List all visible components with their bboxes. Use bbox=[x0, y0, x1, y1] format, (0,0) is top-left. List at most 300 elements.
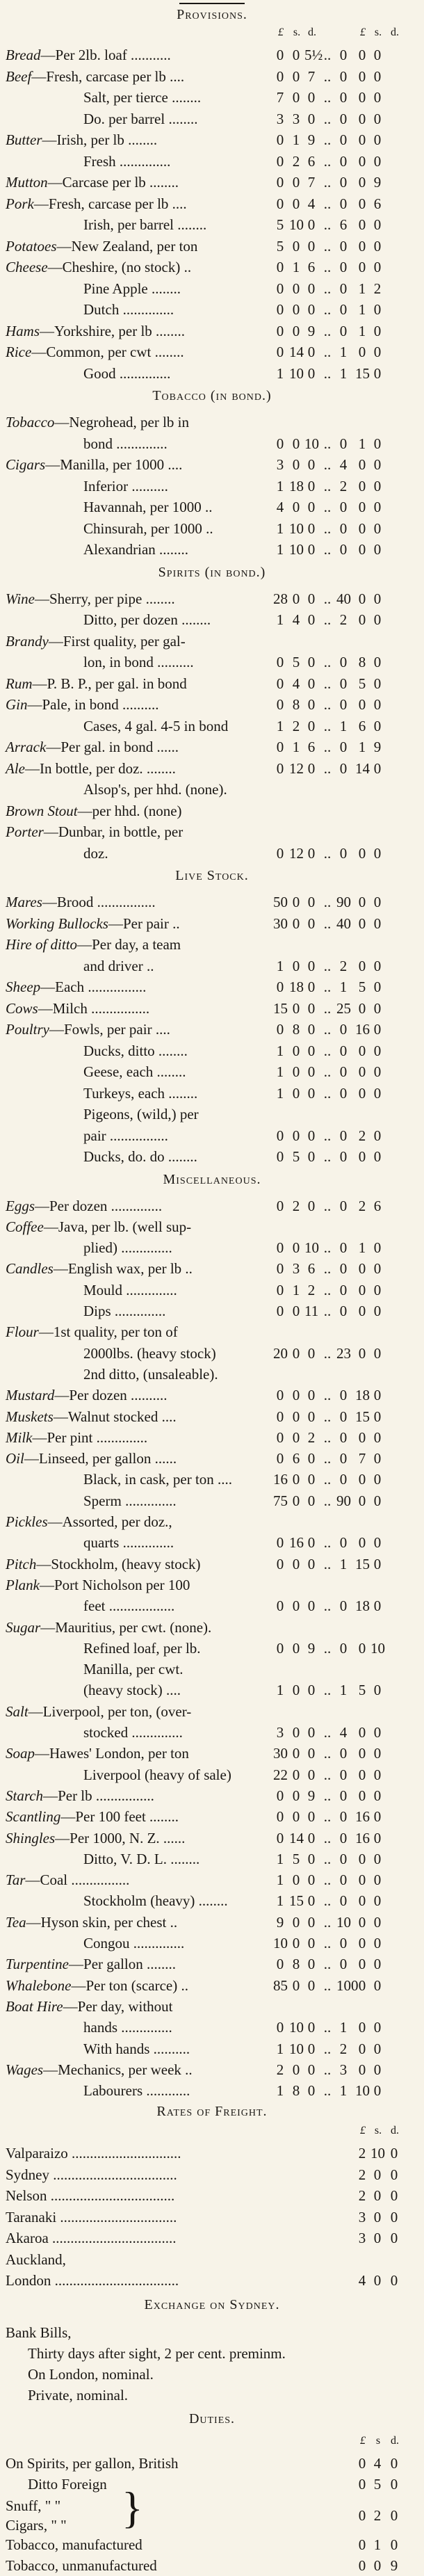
misc-row-30-label bbox=[6, 1828, 185, 1849]
tobacco-row-5-label bbox=[83, 518, 213, 539]
provisions-row-11-val-1: 0 bbox=[292, 280, 300, 297]
misc-row-5-val-0: 0 bbox=[276, 1303, 284, 1319]
misc-row-2-val-1: 0 bbox=[292, 1239, 300, 1257]
tobacco-row-3-val-2: 0 bbox=[307, 477, 316, 494]
misc-row-10-desc: —Walnut stocked .... bbox=[53, 1408, 177, 1425]
livestock-row-8-desc: Geese, each ........ bbox=[83, 1063, 186, 1080]
misc-row-24 bbox=[0, 1701, 424, 1722]
misc-row-19-label bbox=[83, 1595, 174, 1616]
freight-currency-2: d. bbox=[391, 2125, 399, 2137]
provisions-row-13 bbox=[0, 321, 424, 341]
freight-place-2: Nelson .................................. bbox=[6, 2187, 175, 2205]
misc-row-12-val-4: 0 bbox=[339, 1450, 348, 1467]
misc-row-39 bbox=[0, 2017, 424, 2038]
provisions-row-10-val-6: 0 bbox=[373, 259, 382, 275]
spirits-row-6 bbox=[0, 716, 424, 736]
misc-row-42-val-1: 8 bbox=[292, 2082, 300, 2100]
misc-row-4-desc: Mould .............. bbox=[83, 1281, 177, 1298]
misc-row-35-val-1: 0 bbox=[292, 1935, 300, 1951]
misc-row-2-val-2: 10 bbox=[304, 1239, 319, 1257]
misc-row-27-val-5: 0 bbox=[358, 1766, 366, 1783]
misc-row-11-val-1: 0 bbox=[292, 1428, 300, 1446]
provisions-row-11-val-3: .. bbox=[323, 280, 332, 297]
misc-row-7-val-5: 0 bbox=[358, 1344, 366, 1362]
exchange-text-0: Bank Bills, bbox=[6, 2324, 72, 2341]
misc-row-30-val-4: 0 bbox=[339, 1829, 348, 1846]
livestock-row-9-val-0: 1 bbox=[276, 1084, 284, 1102]
livestock-row-9-desc: Turkeys, each ........ bbox=[83, 1084, 198, 1102]
provisions-row-10-val-0: 0 bbox=[276, 259, 284, 275]
misc-row-35-val-6: 0 bbox=[373, 1935, 382, 1951]
provisions-row-13-label bbox=[6, 321, 185, 341]
misc-row-38-desc: —Per day, without bbox=[63, 1997, 173, 2015]
provisions-row-2-desc: Salt, per tierce ........ bbox=[83, 89, 202, 106]
misc-row-28-val-1: 0 bbox=[292, 1787, 300, 1804]
misc-row-41-label bbox=[6, 2059, 193, 2080]
livestock-row-8-label bbox=[83, 1061, 186, 1082]
freight-val-3-1: 0 bbox=[373, 2208, 382, 2225]
spirits-row-7-desc: —Per gal. in bond ...... bbox=[46, 739, 179, 755]
duties-val-0-1: 4 bbox=[373, 2454, 382, 2472]
misc-row-23-val-5: 5 bbox=[358, 1682, 366, 1699]
misc-row-41-val-5: 0 bbox=[358, 2061, 366, 2078]
spirits-row-8-item-name: Ale bbox=[6, 759, 25, 777]
duties-desc-0: On Spirits, per gallon, British bbox=[6, 2454, 179, 2472]
provisions-row-6-item-name: Mutton bbox=[6, 174, 48, 191]
livestock-row-3-val-3: .. bbox=[323, 957, 332, 974]
livestock-row-5-val-0: 15 bbox=[273, 999, 288, 1017]
tobacco-row-2-val-5: 0 bbox=[358, 456, 366, 473]
spirits-row-12-val-5: 0 bbox=[358, 844, 366, 862]
misc-row-8-desc: 2nd ditto, (unsaleable). bbox=[83, 1365, 218, 1383]
misc-row-25-val-1: 0 bbox=[292, 1724, 300, 1741]
spirits-row-8-val-3: .. bbox=[323, 759, 332, 777]
misc-row-35-val-3: .. bbox=[323, 1935, 332, 1951]
misc-row-29-desc: —Per 100 feet ........ bbox=[60, 1808, 179, 1826]
misc-row-0-val-3: .. bbox=[323, 1197, 332, 1214]
misc-row-3-val-1: 3 bbox=[292, 1260, 300, 1278]
spirits-row-3-val-3: .. bbox=[323, 654, 332, 670]
provisions-row-0-desc: —Per 2lb. loaf ........... bbox=[40, 47, 171, 63]
misc-row-6-label bbox=[6, 1321, 178, 1342]
livestock-row-5-val-5: 0 bbox=[358, 999, 366, 1017]
provisions-row-0-val-6: 0 bbox=[373, 47, 382, 63]
freight-val-6-0: 4 bbox=[358, 2272, 366, 2289]
misc-row-27-val-3: .. bbox=[323, 1766, 332, 1783]
livestock-row-6-val-2: 0 bbox=[307, 1021, 316, 1038]
provisions-row-5-val-6: 0 bbox=[373, 152, 382, 170]
misc-row-6-item-name: Flour bbox=[6, 1323, 39, 1341]
misc-row-14-val-1: 0 bbox=[292, 1492, 300, 1509]
misc-row-11-val-4: 0 bbox=[339, 1428, 348, 1446]
misc-row-10-val-6: 0 bbox=[373, 1408, 382, 1425]
misc-row-31-val-6: 0 bbox=[373, 1850, 382, 1867]
misc-row-3-val-5: 0 bbox=[358, 1260, 366, 1278]
misc-row-41-val-4: 3 bbox=[339, 2061, 348, 2078]
provisions-row-2-val-3: .. bbox=[323, 89, 332, 106]
misc-row-3-val-6: 0 bbox=[373, 1260, 382, 1278]
spirits-row-10-desc: —per hhd. (none) bbox=[77, 802, 182, 819]
spirits-row-7-val-4: 0 bbox=[339, 739, 348, 755]
misc-row-11-val-3: .. bbox=[323, 1428, 332, 1446]
misc-row-36-label bbox=[6, 1954, 176, 1974]
tobacco-row-4-desc: Havannah, per 1000 .. bbox=[83, 499, 213, 515]
tobacco-row-6-val-1: 10 bbox=[289, 541, 304, 558]
spirits-row-12-val-3: .. bbox=[323, 844, 332, 862]
livestock-row-8 bbox=[0, 1061, 424, 1082]
misc-row-20 bbox=[0, 1617, 424, 1638]
livestock-row-9-val-2: 0 bbox=[307, 1084, 316, 1102]
livestock-row-7-val-4: 0 bbox=[339, 1042, 348, 1059]
spirits-row-1-val-6: 0 bbox=[373, 611, 382, 628]
spirits-row-3-val-0: 0 bbox=[276, 654, 284, 670]
misc-row-28-item-name: Starch bbox=[6, 1787, 44, 1804]
misc-row-11-label bbox=[6, 1427, 147, 1448]
provisions-row-6 bbox=[0, 172, 424, 193]
freight-row-1 bbox=[0, 2164, 424, 2185]
misc-row-34-val-4: 10 bbox=[336, 1913, 351, 1931]
misc-row-25 bbox=[0, 1722, 424, 1743]
spirits-row-4-val-2: 0 bbox=[307, 675, 316, 692]
livestock-row-12-val-6: 0 bbox=[373, 1148, 382, 1165]
misc-row-0-item-name: Eggs bbox=[6, 1197, 35, 1214]
misc-row-31-val-1: 5 bbox=[292, 1850, 300, 1867]
livestock-row-6-val-6: 0 bbox=[373, 1021, 382, 1038]
misc-row-37-val-5: 0 bbox=[358, 1977, 366, 1994]
provisions-row-14-item-name: Rice bbox=[6, 344, 32, 360]
provisions-row-11 bbox=[0, 278, 424, 299]
misc-row-12-val-2: 0 bbox=[307, 1450, 316, 1467]
misc-row-27-val-1: 0 bbox=[292, 1766, 300, 1783]
tobacco-row-3-val-5: 0 bbox=[358, 477, 366, 494]
livestock-row-4-label bbox=[6, 976, 146, 997]
misc-row-12-item-name: Oil bbox=[6, 1450, 24, 1467]
livestock-row-3-val-5: 0 bbox=[358, 957, 366, 974]
spirits-row-0-val-5: 0 bbox=[358, 590, 366, 607]
misc-row-24-desc: —Liverpool, per ton, (over- bbox=[28, 1702, 192, 1720]
tobacco-row-5-val-6: 0 bbox=[373, 520, 382, 537]
misc-row-23-val-4: 1 bbox=[339, 1682, 348, 1699]
misc-row-20-item-name: Sugar bbox=[6, 1618, 41, 1636]
misc-row-5 bbox=[0, 1301, 424, 1321]
provisions-row-13-item-name: Hams bbox=[6, 322, 40, 339]
misc-row-21 bbox=[0, 1638, 424, 1659]
tobacco-row-5-val-2: 0 bbox=[307, 520, 316, 537]
misc-row-29-label bbox=[6, 1806, 179, 1827]
livestock-row-0-val-2: 0 bbox=[307, 894, 316, 910]
provisions-row-12-val-1: 0 bbox=[292, 301, 300, 318]
misc-row-21-val-1: 0 bbox=[292, 1639, 300, 1657]
misc-row-16-desc: quarts .............. bbox=[83, 1534, 174, 1552]
misc-row-27-val-6: 0 bbox=[373, 1766, 382, 1783]
provisions-row-10-val-3: .. bbox=[323, 259, 332, 275]
spirits-row-0-val-2: 0 bbox=[307, 590, 316, 607]
provisions-row-10-item-name: Cheese bbox=[6, 259, 48, 275]
spirits-row-1-val-3: .. bbox=[323, 611, 332, 628]
spirits-row-1-val-5: 0 bbox=[358, 611, 366, 628]
provisions-row-15 bbox=[0, 363, 424, 384]
misc-row-29-val-0: 0 bbox=[276, 1808, 284, 1826]
heading-miscellaneous: Miscellaneous. bbox=[163, 1171, 261, 1187]
misc-row-11-val-0: 0 bbox=[276, 1428, 284, 1446]
misc-row-0-label bbox=[6, 1196, 162, 1216]
spirits-row-6-label bbox=[83, 716, 228, 736]
misc-row-36-val-5: 0 bbox=[358, 1956, 366, 1973]
livestock-row-9-val-5: 0 bbox=[358, 1084, 366, 1102]
misc-row-13-val-5: 0 bbox=[358, 1471, 366, 1488]
freight-row-2 bbox=[0, 2185, 424, 2206]
provisions-row-5-val-3: .. bbox=[323, 152, 332, 170]
spirits-row-7-val-5: 1 bbox=[358, 739, 366, 755]
provisions-row-4-val-1: 1 bbox=[292, 131, 300, 148]
misc-row-3-item-name: Candles bbox=[6, 1260, 54, 1278]
misc-row-19 bbox=[0, 1595, 424, 1616]
misc-row-7-val-0: 20 bbox=[273, 1344, 288, 1362]
misc-row-21-val-4: 0 bbox=[339, 1639, 348, 1657]
freight-place-3: Taranaki ................................ bbox=[6, 2208, 177, 2225]
misc-row-29-val-1: 0 bbox=[292, 1808, 300, 1826]
misc-row-10-val-1: 0 bbox=[292, 1408, 300, 1425]
provisions-row-8-label bbox=[83, 214, 206, 235]
misc-row-33-desc: Stockholm (heavy) ........ bbox=[83, 1892, 228, 1910]
misc-row-13-val-3: .. bbox=[323, 1471, 332, 1488]
misc-row-36-val-3: .. bbox=[323, 1956, 332, 1973]
freight-val-0-0: 2 bbox=[358, 2145, 366, 2162]
tobacco-row-5-val-1: 10 bbox=[289, 520, 304, 537]
misc-row-32-desc: —Coal ................ bbox=[25, 1871, 130, 1889]
provisions-row-6-val-1: 0 bbox=[292, 174, 300, 191]
provisions-row-2-val-1: 0 bbox=[292, 89, 300, 106]
misc-row-28-desc: —Per lb ................ bbox=[43, 1787, 154, 1804]
misc-row-28-val-4: 0 bbox=[339, 1787, 348, 1804]
misc-row-34-desc: —Hyson skin, per chest .. bbox=[26, 1913, 178, 1931]
misc-row-1-desc: —Java, per lb. (well sup- bbox=[43, 1218, 192, 1235]
livestock-row-3-val-0: 1 bbox=[276, 957, 284, 974]
provisions-currency-0: £ bbox=[278, 26, 284, 38]
misc-row-1-label bbox=[6, 1216, 191, 1237]
livestock-row-0-val-0: 50 bbox=[273, 894, 288, 910]
misc-row-17-item-name: Pitch bbox=[6, 1555, 37, 1572]
tobacco-row-1-val-3: .. bbox=[323, 435, 332, 452]
provisions-row-0-label bbox=[6, 45, 171, 65]
misc-row-28-val-6: 0 bbox=[373, 1787, 382, 1804]
misc-row-5-val-3: .. bbox=[323, 1303, 332, 1319]
misc-row-40-desc: With hands .......... bbox=[83, 2040, 190, 2057]
misc-row-37-item-name: Whalebone bbox=[6, 1977, 72, 1994]
spirits-row-6-val-0: 1 bbox=[276, 717, 284, 734]
misc-row-31-label bbox=[83, 1849, 199, 1869]
misc-row-21-val-6: 10 bbox=[370, 1639, 385, 1657]
misc-row-26-val-5: 0 bbox=[358, 1745, 366, 1762]
livestock-row-7-val-2: 0 bbox=[307, 1042, 316, 1059]
provisions-row-14-val-0: 0 bbox=[276, 344, 284, 360]
misc-row-5-val-4: 0 bbox=[339, 1303, 348, 1319]
tobacco-row-6-val-6: 0 bbox=[373, 541, 382, 558]
provisions-row-11-val-5: 1 bbox=[358, 280, 366, 297]
misc-row-13-val-1: 0 bbox=[292, 1471, 300, 1488]
misc-row-5-val-1: 0 bbox=[292, 1303, 300, 1319]
livestock-row-11-val-2: 0 bbox=[307, 1127, 316, 1144]
tobacco-row-0-desc: —Negrohead, per lb in bbox=[54, 414, 190, 430]
provisions-row-3-label bbox=[83, 108, 197, 129]
spirits-row-9-label bbox=[83, 779, 227, 800]
livestock-row-1-val-4: 40 bbox=[336, 915, 351, 932]
misc-row-39-val-4: 1 bbox=[339, 2019, 348, 2036]
provisions-row-7-label bbox=[6, 193, 187, 214]
duties-val-1-0: 0 bbox=[358, 2476, 366, 2493]
duties-val-0-2: 0 bbox=[390, 2454, 398, 2472]
livestock-row-4 bbox=[0, 976, 424, 997]
misc-row-23-val-0: 1 bbox=[276, 1682, 284, 1699]
spirits-row-5-val-5: 0 bbox=[358, 696, 366, 713]
misc-row-12-desc: —Linseed, per gallon ...... bbox=[24, 1450, 177, 1467]
provisions-currency-3: £ bbox=[360, 26, 366, 38]
heading-freight: Rates of Freight. bbox=[156, 2104, 268, 2120]
misc-row-35 bbox=[0, 1933, 424, 1954]
spirits-row-11 bbox=[0, 821, 424, 842]
misc-row-41-desc: —Mechanics, per week .. bbox=[43, 2061, 193, 2078]
provisions-row-0 bbox=[0, 45, 424, 65]
misc-row-32-val-0: 1 bbox=[276, 1871, 284, 1889]
misc-row-35-val-0: 10 bbox=[273, 1935, 288, 1951]
provisions-row-13-val-1: 0 bbox=[292, 322, 300, 339]
misc-row-5-val-2: 11 bbox=[304, 1303, 319, 1319]
provisions-row-14-val-4: 1 bbox=[339, 344, 348, 360]
misc-row-14-val-4: 90 bbox=[336, 1492, 351, 1509]
misc-row-33-label bbox=[83, 1890, 228, 1911]
misc-row-29-val-3: .. bbox=[323, 1808, 332, 1826]
provisions-row-0-item-name: Bread bbox=[6, 47, 41, 63]
misc-row-17-val-3: .. bbox=[323, 1555, 332, 1572]
provisions-row-9-val-4: 0 bbox=[339, 237, 348, 255]
spirits-row-6-val-2: 0 bbox=[307, 717, 316, 734]
duties-val-4-1: 1 bbox=[373, 2536, 382, 2553]
misc-row-31-val-2: 0 bbox=[307, 1850, 316, 1867]
provisions-row-0-val-4: 0 bbox=[339, 47, 348, 63]
misc-row-13-val-2: 0 bbox=[307, 1471, 316, 1488]
provisions-currency-4: s. bbox=[374, 26, 382, 38]
misc-row-11-val-6: 0 bbox=[373, 1428, 382, 1446]
misc-row-39-val-3: .. bbox=[323, 2019, 332, 2036]
freight-val-4-0: 3 bbox=[358, 2230, 366, 2247]
provisions-row-8-val-5: 0 bbox=[358, 216, 366, 233]
livestock-row-4-val-4: 1 bbox=[339, 979, 348, 995]
provisions-row-14-val-2: 0 bbox=[307, 344, 316, 360]
misc-row-20-label bbox=[6, 1617, 211, 1638]
misc-row-2-val-0: 0 bbox=[276, 1239, 284, 1257]
tobacco-row-2-val-3: .. bbox=[323, 456, 332, 473]
misc-row-30-item-name: Shingles bbox=[6, 1829, 56, 1846]
livestock-row-9-val-1: 0 bbox=[292, 1084, 300, 1102]
provisions-currency-2: d. bbox=[308, 26, 316, 38]
misc-row-28-val-2: 9 bbox=[307, 1787, 316, 1804]
misc-row-7 bbox=[0, 1343, 424, 1364]
misc-row-3 bbox=[0, 1258, 424, 1279]
spirits-row-1 bbox=[0, 609, 424, 630]
provisions-row-13-desc: —Yorkshire, per lb ........ bbox=[40, 322, 186, 339]
freight-val-4-1: 0 bbox=[373, 2230, 382, 2247]
misc-row-33 bbox=[0, 1890, 424, 1911]
livestock-row-2-label bbox=[6, 934, 181, 955]
livestock-row-1-val-1: 0 bbox=[292, 915, 300, 932]
spirits-row-12-desc: doz. bbox=[83, 844, 108, 862]
misc-row-18-item-name: Plank bbox=[6, 1576, 40, 1593]
tobacco-row-3-label bbox=[83, 476, 168, 497]
duties-currency-1: s bbox=[375, 2434, 381, 2447]
livestock-row-8-val-6: 0 bbox=[373, 1063, 382, 1080]
provisions-row-4 bbox=[0, 129, 424, 150]
tobacco-row-4-val-3: .. bbox=[323, 499, 332, 515]
spirits-row-1-val-4: 2 bbox=[339, 611, 348, 628]
misc-row-14 bbox=[0, 1490, 424, 1511]
misc-row-14-val-2: 0 bbox=[307, 1492, 316, 1509]
spirits-row-8-val-5: 14 bbox=[355, 759, 370, 777]
provisions-row-7-val-5: 0 bbox=[358, 195, 366, 212]
misc-row-4-val-6: 0 bbox=[373, 1281, 382, 1298]
spirits-row-1-label bbox=[83, 609, 211, 630]
misc-row-32-label bbox=[6, 1869, 129, 1890]
provisions-row-0-val-1: 0 bbox=[292, 47, 300, 63]
misc-row-37-val-4: 100 bbox=[336, 1977, 359, 1994]
spirits-row-7-val-0: 0 bbox=[276, 739, 284, 755]
livestock-row-4-val-6: 0 bbox=[373, 979, 382, 995]
provisions-row-2-val-6: 0 bbox=[373, 89, 382, 106]
duties-val-1-2: 0 bbox=[390, 2476, 398, 2493]
spirits-row-3 bbox=[0, 652, 424, 673]
provisions-row-8-val-4: 6 bbox=[339, 216, 348, 233]
misc-row-18 bbox=[0, 1575, 424, 1595]
duties-val-4-0: 0 bbox=[358, 2536, 366, 2553]
livestock-row-3-label bbox=[83, 956, 154, 976]
livestock-row-1-val-5: 0 bbox=[358, 915, 366, 932]
spirits-row-3-val-4: 0 bbox=[339, 654, 348, 670]
spirits-row-3-val-5: 8 bbox=[358, 654, 366, 670]
livestock-row-1-val-2: 0 bbox=[307, 915, 316, 932]
misc-row-10-val-4: 0 bbox=[339, 1408, 348, 1425]
livestock-row-3 bbox=[0, 956, 424, 976]
livestock-row-12-val-3: .. bbox=[323, 1148, 332, 1165]
provisions-row-11-val-4: 0 bbox=[339, 280, 348, 297]
misc-row-12-label bbox=[6, 1448, 177, 1469]
spirits-row-4-val-0: 0 bbox=[276, 675, 284, 692]
spirits-row-1-val-2: 0 bbox=[307, 611, 316, 628]
livestock-row-6-label bbox=[6, 1019, 170, 1040]
misc-row-26-val-6: 0 bbox=[373, 1745, 382, 1762]
misc-row-30-desc: —Per 1000, N. Z. ...... bbox=[55, 1829, 186, 1846]
livestock-row-6-val-3: .. bbox=[323, 1021, 332, 1038]
misc-row-13-desc: Black, in cask, per ton .... bbox=[83, 1471, 233, 1488]
misc-row-26-val-3: .. bbox=[323, 1745, 332, 1762]
freight-val-1-0: 2 bbox=[358, 2166, 366, 2183]
misc-row-42-label bbox=[83, 2080, 190, 2101]
misc-row-41-val-1: 0 bbox=[292, 2061, 300, 2078]
freight-val-6-2: 0 bbox=[390, 2272, 398, 2289]
misc-row-16-val-1: 16 bbox=[289, 1534, 304, 1552]
spirits-row-12-val-2: 0 bbox=[307, 844, 316, 862]
provisions-row-5-val-0: 0 bbox=[276, 152, 284, 170]
freight-val-6-1: 0 bbox=[373, 2272, 382, 2289]
misc-row-9-val-2: 0 bbox=[307, 1387, 316, 1404]
provisions-row-4-val-4: 0 bbox=[339, 131, 348, 148]
misc-row-10 bbox=[0, 1406, 424, 1427]
spirits-row-12 bbox=[0, 843, 424, 864]
spirits-row-6-val-1: 2 bbox=[292, 717, 300, 734]
misc-row-23-val-2: 0 bbox=[307, 1682, 316, 1699]
livestock-row-0 bbox=[0, 892, 424, 912]
misc-row-14-val-5: 0 bbox=[358, 1492, 366, 1509]
misc-row-40-val-0: 1 bbox=[276, 2040, 284, 2057]
provisions-row-14-val-3: .. bbox=[323, 344, 332, 360]
